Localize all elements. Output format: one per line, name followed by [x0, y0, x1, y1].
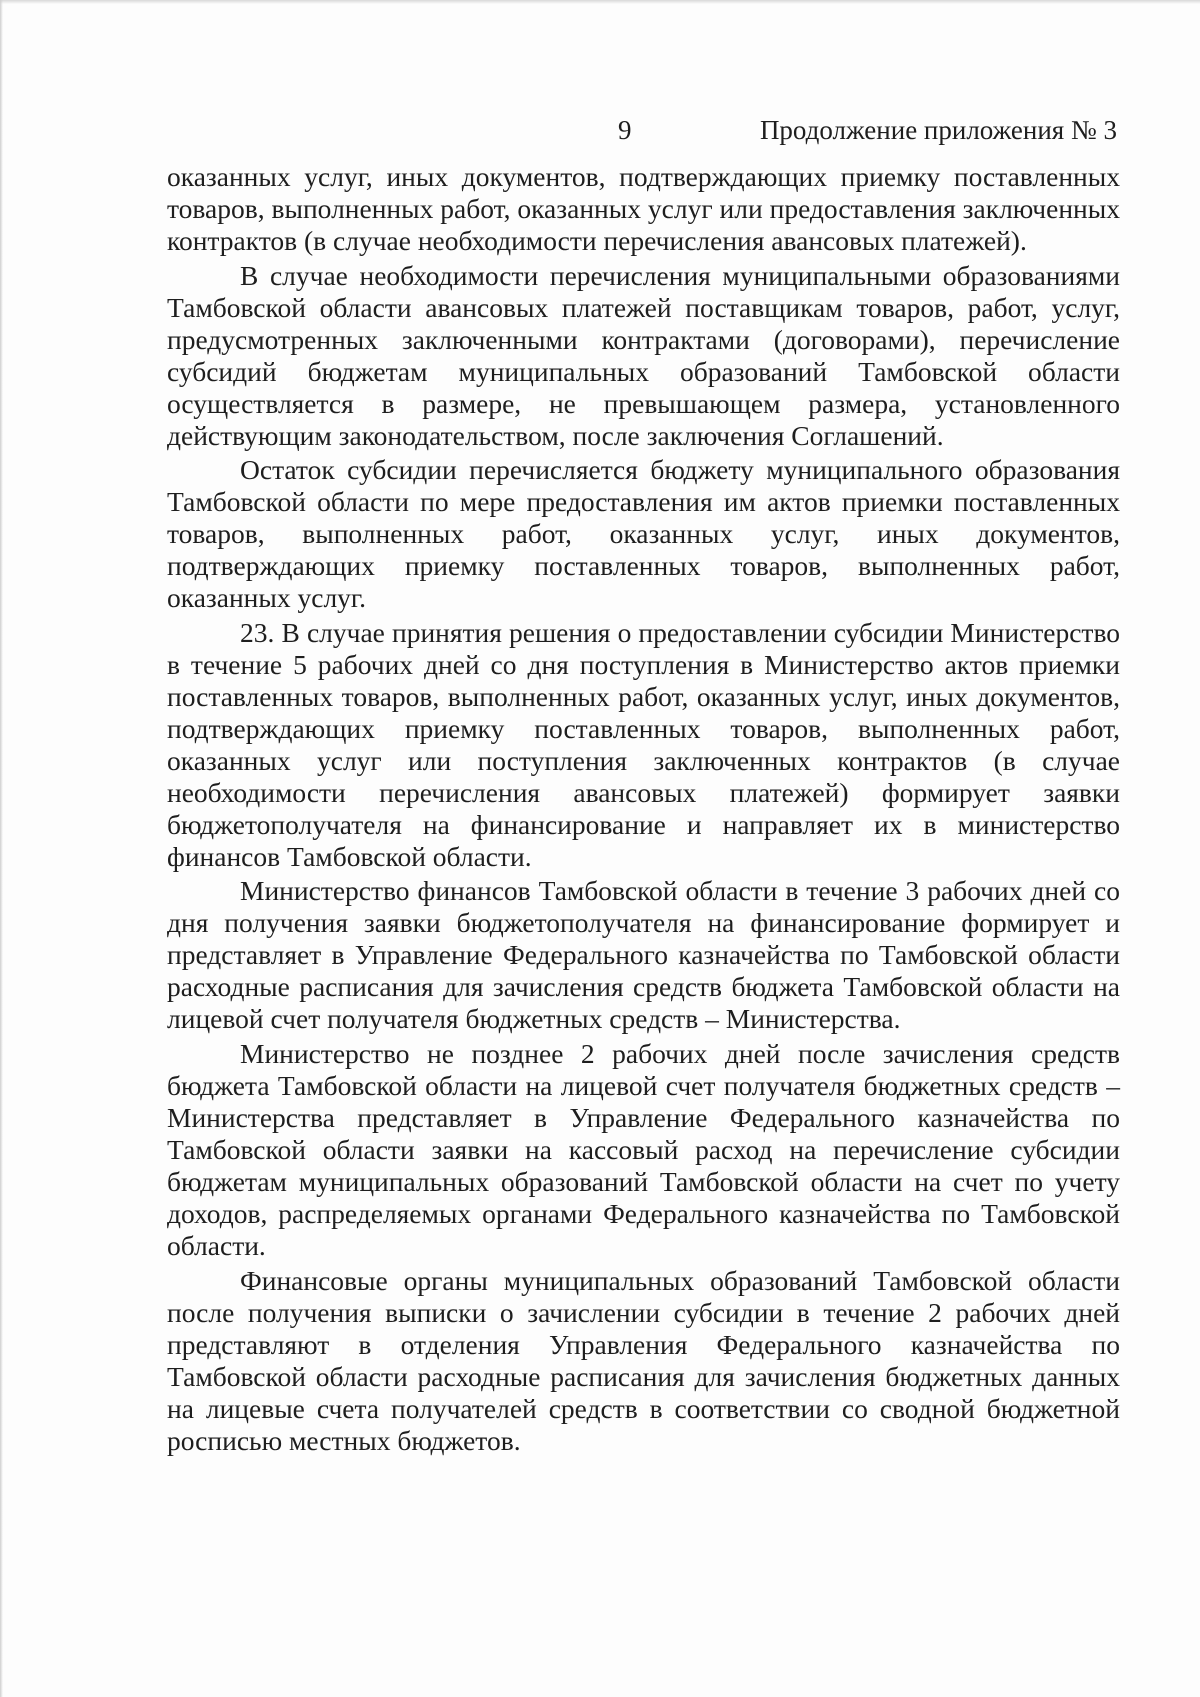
scan-edge-top	[0, 0, 1200, 4]
document-body	[167, 161, 1120, 1459]
paragraph-ministry-requests: Министерство не позднее 2 рабочих дней после зачисления средств бюджета Тамбовской области на лицевой счет получателя бюджетных средств – Министерства представляет в Управление Федерального казначейства по Тамбовской области заявки на кассовый расход на перечисление субсидии бюджетам муниципальных образований Тамбовской области на счет по учету доходов, распределяемых органами Федерального казначейства по Тамбовской области.	[167, 1037, 1120, 1261]
appendix-continuation-note: Продолжение приложения № 3	[759, 115, 1117, 145]
paragraph-continuation: оказанных услуг, иных документов, подтверждающих приемку поставленных товаров, выполненных работ, оказанных услуг или предоставления заключенных контрактов (в случае необходимости перечисления авансовых платежей).	[167, 161, 1120, 256]
paragraph-finance-ministry: Министерство финансов Тамбовской области в течение 3 рабочих дней со дня получения заявки бюджетополучателя на финансирование формирует и представляет в Управление Федерального казначейства по Тамбовской области расходные расписания для зачисления средств бюджета Тамбовской области на лицевой счет получателя бюджетных средств – Министерства.	[167, 875, 1120, 1035]
scan-edge-left	[0, 0, 3, 1697]
paragraph-municipal-finance: Финансовые органы муниципальных образований Тамбовской области после получения выписки о зачислении субсидии в течение 2 рабочих дней представляют в отделения Управления Федерального казначейства по Тамбовской области расходные расписания для зачисления бюджетных данных на лицевые счета получателей средств в соответствии со сводной бюджетной росписью местных бюджетов.	[167, 1264, 1120, 1456]
paragraph-subsidy-remainder: Остаток субсидии перечисляется бюджету муниципального образования Тамбовской области по мере предоставления им актов приемки поставленных товаров, выполненных работ, оказанных услуг, иных документов, подтверждающих приемку поставленных товаров, выполненных работ, оказанных услуг.	[167, 454, 1120, 614]
paragraph-item-23: 23. В случае принятия решения о предоставлении субсидии Министерство в течение 5 рабочих дней со дня поступления в Министерство актов приемки поставленных товаров, выполненных работ, оказанных услуг, иных документов, подтверждающих приемку поставленных товаров, выполненных работ, оказанных услуг или поступления заключенных контрактов (в случае необходимости перечисления авансовых платежей) формирует заявки бюджетополучателя на финансирование и направляет их в министерство финансов Тамбовской области.	[167, 616, 1120, 872]
page-number: 9	[618, 115, 632, 145]
paragraph-advance-payments: В случае необходимости перечисления муниципальными образованиями Тамбовской области авансовых платежей поставщикам товаров, работ, услуг, предусмотренных заключенными контрактами (договорами), перечисление субсидий бюджетам муниципальных образований Тамбовской области осуществляется в размере, не превышающем размера, установленного действующим законодательством, после заключения Соглашений.	[167, 259, 1120, 451]
